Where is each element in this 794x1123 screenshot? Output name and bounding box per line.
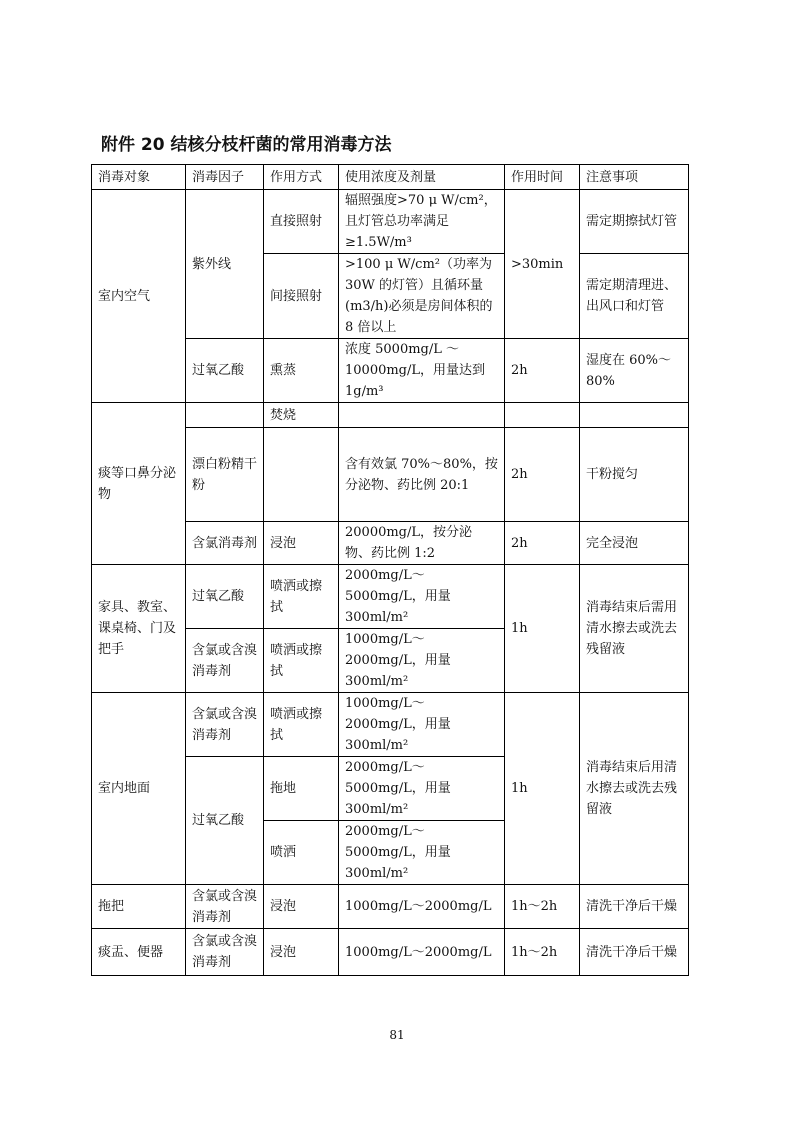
note-cell: 湿度在 60%～80% (580, 339, 689, 403)
table-row (92, 565, 689, 629)
dose-cell: 浓度 5000mg/L ～10000mg/L，用量达到1g/m³ (339, 339, 505, 403)
factor-cell: 过氧乙酸 (186, 565, 264, 629)
time-cell: 2h (505, 522, 580, 565)
method-cell: 浸泡 (264, 522, 339, 565)
dose-cell: 1000mg/L～2000mg/L，用量 300ml/m² (339, 693, 505, 757)
table-row (92, 885, 689, 929)
factor-cell: 紫外线 (186, 190, 264, 339)
header-time: 作用时间 (505, 165, 580, 190)
factor-cell: 含氯或含溴消毒剂 (186, 693, 264, 757)
dose-cell: 2000mg/L～5000mg/L，用量 300ml/m² (339, 821, 505, 885)
method-cell: 喷洒或擦拭 (264, 693, 339, 757)
dose-cell: 含有效氯 70%～80%，按分泌物、药比例 20:1 (339, 428, 505, 522)
factor-cell: 漂白粉精干粉 (186, 428, 264, 522)
time-cell: 1h～2h (505, 929, 580, 976)
note-cell: 清洗干净后干燥 (580, 885, 689, 929)
table-row (92, 929, 689, 976)
header-note: 注意事项 (580, 165, 689, 190)
header-factor: 消毒因子 (186, 165, 264, 190)
table-row (92, 190, 689, 254)
object-cell: 家具、教室、课桌椅、门及把手 (92, 565, 186, 693)
method-cell: 喷洒 (264, 821, 339, 885)
dose-cell: 1000mg/L～2000mg/L (339, 929, 505, 976)
object-cell: 拖把 (92, 885, 186, 929)
note-cell: 干粉搅匀 (580, 428, 689, 522)
object-cell: 室内地面 (92, 693, 186, 885)
object-cell: 室内空气 (92, 190, 186, 403)
disinfection-table (91, 164, 689, 976)
method-cell: 浸泡 (264, 929, 339, 976)
object-cell: 痰等口鼻分泌物 (92, 403, 186, 565)
method-cell: 焚烧 (264, 403, 339, 428)
factor-cell: 含氯或含溴消毒剂 (186, 629, 264, 693)
note-cell: 需定期擦拭灯管 (580, 190, 689, 254)
header-dose: 使用浓度及剂量 (339, 165, 505, 190)
table-row (92, 403, 689, 428)
note-cell: 消毒结束后用清水擦去或洗去残留液 (580, 693, 689, 885)
time-cell: >30min (505, 190, 580, 339)
dose-cell: 辐照强度>70 μ W/cm²，且灯管总功率满足≥1.5W/m³ (339, 190, 505, 254)
method-cell (264, 428, 339, 522)
note-cell: 清洗干净后干燥 (580, 929, 689, 976)
dose-cell: 1000mg/L～2000mg/L (339, 885, 505, 929)
factor-cell: 含氯或含溴消毒剂 (186, 929, 264, 976)
note-cell: 需定期清理进、出风口和灯管 (580, 254, 689, 339)
method-cell: 熏蒸 (264, 339, 339, 403)
method-cell: 喷洒或擦拭 (264, 565, 339, 629)
dose-cell (339, 403, 505, 428)
factor-cell: 含氯或含溴消毒剂 (186, 885, 264, 929)
note-cell: 消毒结束后需用清水擦去或洗去残留液 (580, 565, 689, 693)
header-method: 作用方式 (264, 165, 339, 190)
note-cell: 完全浸泡 (580, 522, 689, 565)
method-cell: 拖地 (264, 757, 339, 821)
time-cell: 2h (505, 339, 580, 403)
method-cell: 喷洒或擦拭 (264, 629, 339, 693)
factor-cell: 过氧乙酸 (186, 339, 264, 403)
time-cell (505, 403, 580, 428)
dose-cell: 2000mg/L～5000mg/L，用量 300ml/m² (339, 757, 505, 821)
dose-cell: 20000mg/L，按分泌物、药比例 1:2 (339, 522, 505, 565)
factor-cell: 过氧乙酸 (186, 757, 264, 885)
object-cell: 痰盂、便器 (92, 929, 186, 976)
method-cell: 直接照射 (264, 190, 339, 254)
dose-cell: 2000mg/L～5000mg/L，用量 300ml/m² (339, 565, 505, 629)
table-row (92, 693, 689, 757)
time-cell: 1h (505, 693, 580, 885)
header-object: 消毒对象 (92, 165, 186, 190)
factor-cell: 含氯消毒剂 (186, 522, 264, 565)
header-row (92, 165, 689, 190)
factor-cell (186, 403, 264, 428)
dose-cell: 1000mg/L～2000mg/L，用量 300ml/m² (339, 629, 505, 693)
time-cell: 1h (505, 565, 580, 693)
method-cell: 间接照射 (264, 254, 339, 339)
page-number: 81 (389, 1028, 405, 1042)
time-cell: 1h～2h (505, 885, 580, 929)
time-cell: 2h (505, 428, 580, 522)
note-cell (580, 403, 689, 428)
dose-cell: >100 μ W/cm²（功率为30W 的灯管）且循环量(m3/h)必须是房间体积的 8 倍以上 (339, 254, 505, 339)
method-cell: 浸泡 (264, 885, 339, 929)
page-title: 附件 20 结核分枝杆菌的常用消毒方法 (101, 135, 392, 155)
